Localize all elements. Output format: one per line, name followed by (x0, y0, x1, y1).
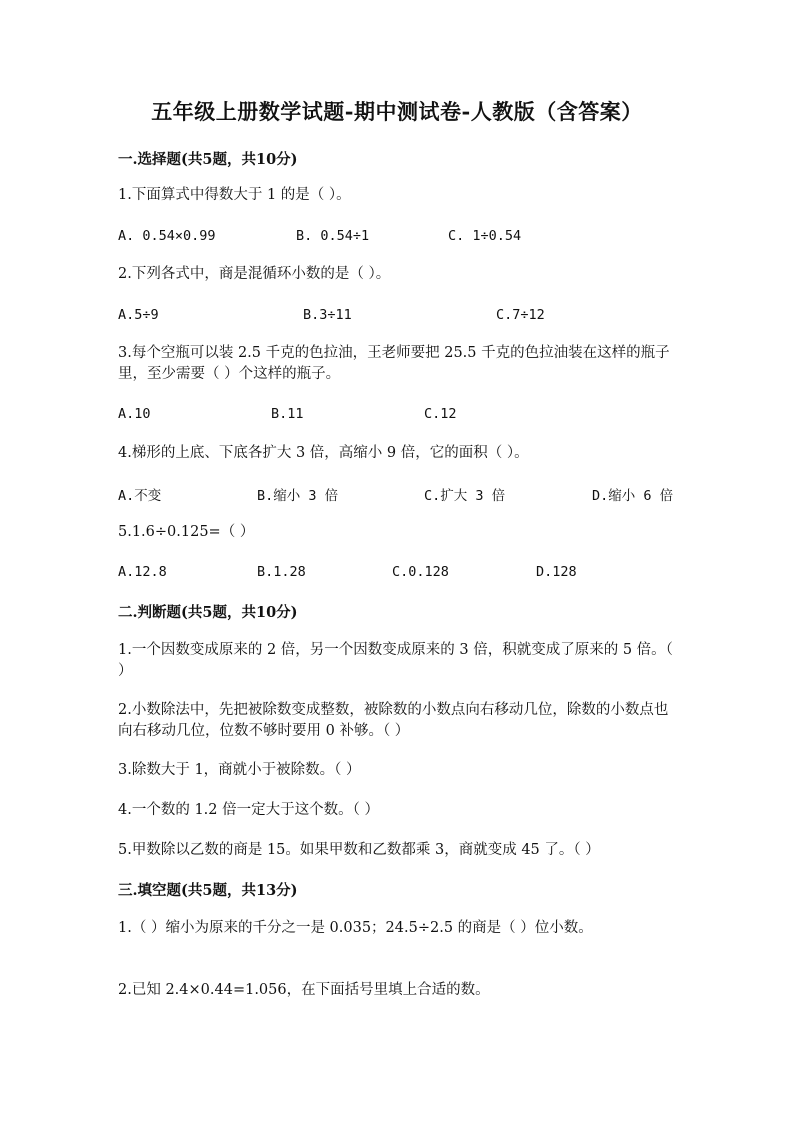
choice-4-option-d: D.缩小 6 倍 (592, 488, 674, 504)
judge-question-3: 3.除数大于 1，商就小于被除数。（ ） (118, 762, 361, 778)
page-title: 五年级上册数学试题-期中测试卷-人教版（含答案） (151, 99, 643, 124)
section-heading-judge: 二.判断题(共5题，共10分) (118, 604, 298, 621)
choice-5-option-c: C.0.128 (392, 564, 449, 580)
choice-3-option-c: C.12 (424, 406, 457, 422)
choice-question-2: 2.下列各式中，商是混循环小数的是（ ）。 (118, 266, 391, 282)
choice-question-4: 4.梯形的上底、下底各扩大 3 倍，高缩小 9 倍，它的面积（ ）。 (118, 445, 529, 461)
choice-4-option-b: B.缩小 3 倍 (257, 488, 339, 504)
choice-question-3: 3.每个空瓶可以装 2.5 千克的色拉油，王老师要把 25.5 千克的色拉油装在这样的瓶子里，至少需要（ ）个这样的瓶子。 (118, 345, 670, 382)
choice-4-option-c: C.扩大 3 倍 (424, 488, 506, 504)
choice-1-option-a: A. 0.54×0.99 (118, 228, 216, 244)
fill-question-1: 1.（ ）缩小为原来的千分之一是 0.035；24.5÷2.5 的商是（ ）位小数。 (118, 920, 593, 936)
choice-1-option-c: C. 1÷0.54 (448, 228, 522, 244)
section-heading-choice: 一.选择题(共5题，共10分) (118, 151, 298, 168)
choice-3-option-a: A.10 (118, 406, 151, 422)
choice-5-option-b: B.1.28 (257, 564, 306, 580)
section-heading-fill: 三.填空题(共5题，共13分) (118, 882, 298, 899)
choice-2-option-b: B.3÷11 (303, 307, 352, 323)
choice-1-option-b: B. 0.54÷1 (296, 228, 370, 244)
choice-2-option-c: C.7÷12 (496, 307, 545, 323)
fill-question-2: 2.已知 2.4×0.44=1.056，在下面括号里填上合适的数。 (118, 982, 490, 998)
choice-question-1: 1.下面算式中得数大于 1 的是（ ）。 (118, 187, 351, 203)
judge-question-2: 2.小数除法中，先把被除数变成整数，被除数的小数点向右移动几位，除数的小数点也向右移动几位，位数不够时要用 0 补够。（ ） (118, 702, 669, 739)
judge-question-1: 1.一个因数变成原来的 2 倍，另一个因数变成原来的 3 倍，积就变成了原来的 5 倍。（ ） (118, 642, 673, 679)
judge-question-4: 4.一个数的 1.2 倍一定大于这个数。（ ） (118, 802, 379, 818)
choice-4-option-a: A.不变 (118, 488, 162, 504)
choice-2-option-a: A.5÷9 (118, 307, 159, 323)
choice-question-5: 5.1.6÷0.125=（ ） (118, 524, 255, 540)
choice-3-option-b: B.11 (271, 406, 304, 422)
choice-5-option-d: D.128 (536, 564, 577, 580)
choice-5-option-a: A.12.8 (118, 564, 167, 580)
judge-question-5: 5.甲数除以乙数的商是 15。如果甲数和乙数都乘 3，商就变成 45 了。（ ） (118, 842, 600, 858)
